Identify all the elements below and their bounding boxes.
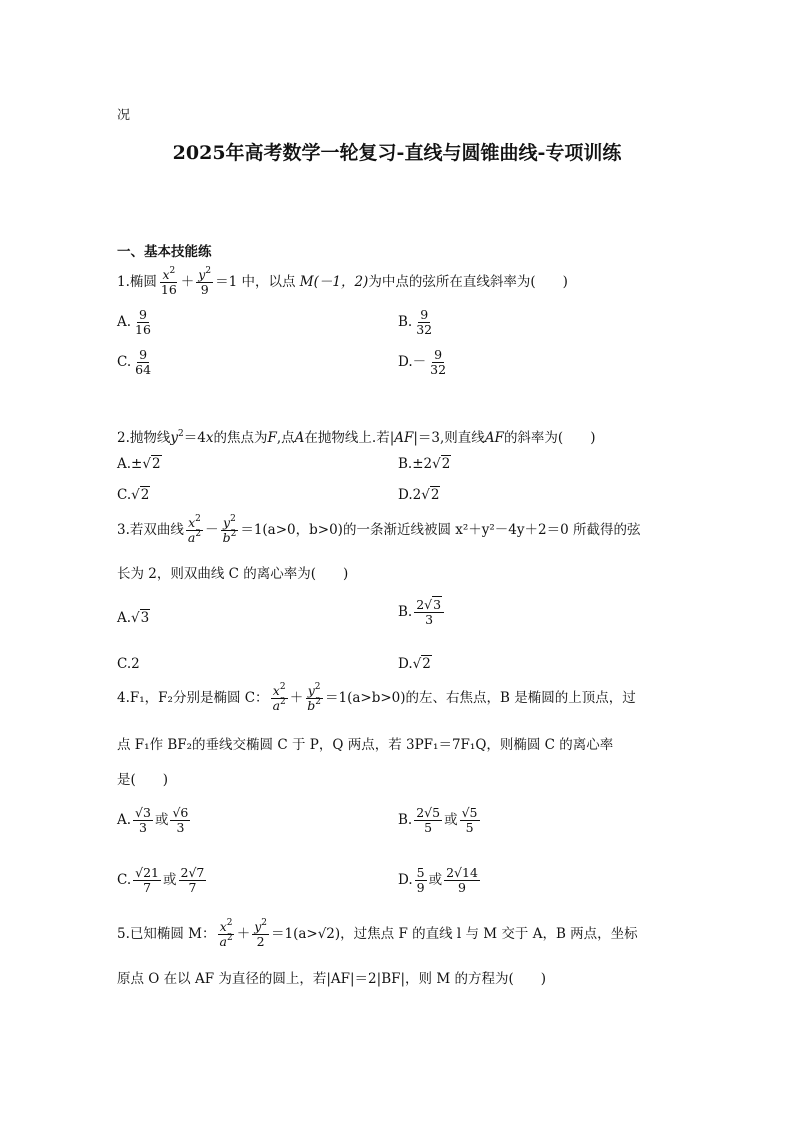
q4-option-a[interactable]: A. $\frac{√3}{3}$ 或 $\frac{√6}{3}$ (117, 805, 189, 835)
q2-text: 的焦点为 (213, 430, 268, 446)
q1-option-d[interactable]: D.－ $\frac{9}{32}$ (398, 347, 447, 377)
q2-text: ,点 (276, 430, 295, 446)
q1-prefix: 1.椭圆 (117, 273, 157, 290)
q1-option-b[interactable]: B. $\frac{9}{32}$ (398, 307, 433, 337)
q1-tail: 为中点的弦所在直线斜率为( ) (368, 273, 568, 290)
fraction: $\frac{x^2}{16}$ (160, 266, 177, 297)
top-note: 况 (117, 108, 131, 123)
q3-text: ＝1(a>0，b>0)的一条渐近线被圆 x²＋y²－4y＋2＝0 所截得的弦 (240, 521, 641, 538)
q1-suffix: ＝1 中，以点 (215, 273, 296, 290)
q5-line-2: 原点 O 在以 AF 为直径的圆上，若|AF|＝2|BF|，则 M 的方程为( ) (117, 971, 546, 987)
q4-option-c[interactable]: C. $\frac{√21}{7}$ 或 $\frac{2√7}{7}$ (117, 865, 205, 895)
question-3: 3.若双曲线 $\frac{x^2}{a^2}$ － $\frac{y^2}{b^2}$ ＝1(a>0，b>0)的一条渐近线被圆 x²＋y²－4y＋2＝0 所截得的弦 (117, 514, 641, 545)
q2-option-a[interactable]: A.±√2 (117, 456, 161, 472)
q3-line-2: 长为 2，则双曲线 C 的离心率为( ) (117, 566, 349, 582)
q2-option-b[interactable]: B.±2√2 (398, 456, 451, 472)
q2-text: 2.抛物线 (117, 430, 171, 446)
question-5: 5.已知椭圆 M： $\frac{x^2}{a^2}$ ＋ $\frac{y^2}{2}$ ＝1(a>√2)，过焦点 F 的直线 l 与 M 交于 A，B 两点，坐标 (117, 918, 638, 949)
q1-option-a[interactable]: A. $\frac{9}{16}$ (117, 307, 151, 337)
page-title: 2025年高考数学一轮复习-直线与圆锥曲线-专项训练 (172, 142, 622, 164)
q5-text: 5.已知椭圆 M： (117, 925, 216, 942)
q3-option-d[interactable]: D.√2 (398, 656, 431, 672)
fraction: $\frac{y^2}{9}$ (198, 266, 212, 297)
q3-text: 3.若双曲线 (117, 521, 184, 538)
q4-line-2: 点 F₁作 BF₂的垂线交椭圆 C 于 P，Q 两点，若 3PF₁＝7F₁Q，则椭圆 C 的离心率 (117, 737, 614, 753)
question-1: 1.椭圆 $\frac{x^2}{16}$ ＋ $\frac{y^2}{9}$ ＝1 中，以点 M(－1，2)为中点的弦所在直线斜率为( ) (117, 266, 568, 297)
q5-text: ＝1(a>√2)，过焦点 F 的直线 l 与 M 交于 A，B 两点，坐标 (270, 925, 638, 942)
q4-option-d[interactable]: D. $\frac{5}{9}$ 或 $\frac{2√14}{9}$ (398, 865, 478, 895)
q2-text: 的斜率为( ) (503, 430, 596, 446)
q4-text: ＝1(a>b>0)的左、右焦点，B 是椭圆的上顶点，过 (325, 689, 636, 706)
q3-option-b[interactable]: B. $\frac{2√3}{3}$ (398, 598, 446, 627)
q2-option-d[interactable]: D.2√2 (398, 487, 440, 503)
q2-option-c[interactable]: C.√2 (117, 487, 150, 503)
question-4: 4.F₁，F₂分别是椭圆 C： $\frac{x^2}{a^2}$ ＋ $\frac{y^2}{b^2}$ ＝1(a>b>0)的左、右焦点，B 是椭圆的上顶点，过 (117, 682, 636, 713)
q4-line-3: 是( ) (117, 772, 169, 788)
q1-option-c[interactable]: C. $\frac{9}{64}$ (117, 347, 152, 377)
q1-point: M(－1，2) (299, 273, 369, 290)
question-2: 2.抛物线$y^2=4x$的焦点为F,点A在抛物线上.若|AF|＝3,则直线AF的斜率为( ) (117, 429, 596, 446)
q2-text: 在抛物线上.若| (304, 430, 395, 446)
q4-text: 4.F₁，F₂分别是椭圆 C： (117, 689, 269, 706)
q4-option-b[interactable]: B. $\frac{2√5}{5}$ 或 $\frac{√5}{5}$ (398, 805, 478, 835)
q3-option-a[interactable]: A.√3 (117, 610, 150, 626)
section-heading: 一、基本技能练 (117, 244, 212, 260)
q3-option-c[interactable]: C.2 (117, 656, 140, 672)
q2-text: |＝3,则直线 (413, 430, 485, 446)
